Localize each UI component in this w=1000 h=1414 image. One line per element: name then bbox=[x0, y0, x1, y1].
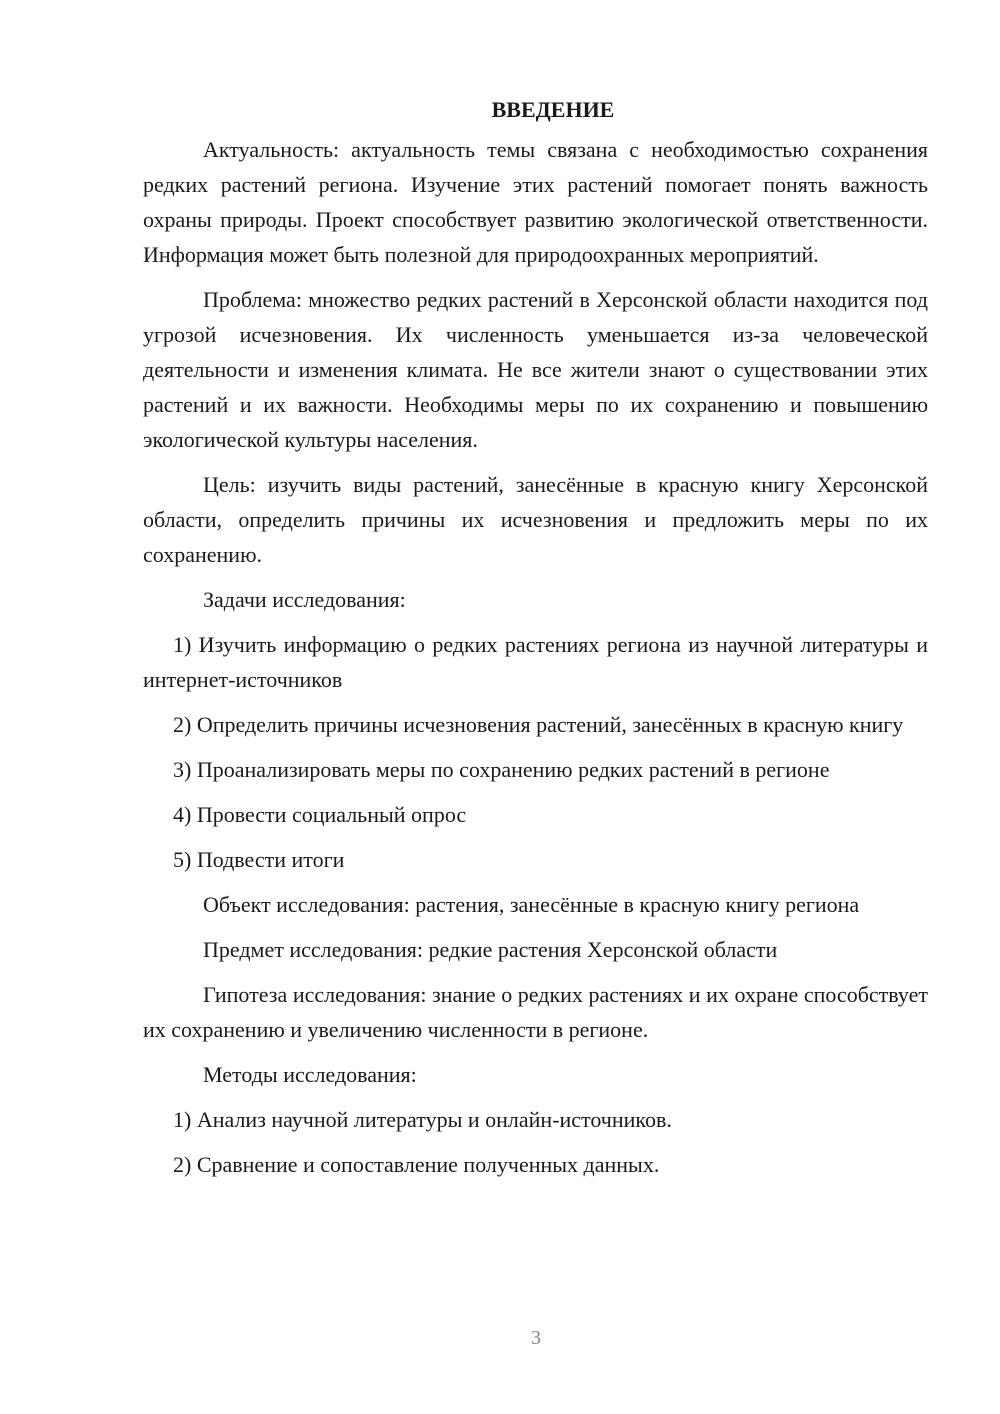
object-paragraph: Объект исследования: растения, занесённые в красную книгу региона bbox=[203, 892, 860, 917]
task-item-4: 4) Провести социальный опрос bbox=[173, 802, 467, 827]
relevance-paragraph: Актуальность: актуальность темы связана с необходимостью сохранения редких растений региона. Изучение этих растений помогает понять важность охраны природы. Проект способствует развитию экологической ответственности. Информация может быть полезной для природоохранных мероприятий. bbox=[143, 137, 928, 267]
page-title: ВВЕДЕНИЕ bbox=[491, 97, 615, 122]
page-content bbox=[143, 92, 928, 1192]
goal-paragraph: Цель: изучить виды растений, занесённые в красную книгу Херсонской области, определить причины их исчезновения и предложить меры по их сохранению. bbox=[143, 472, 928, 567]
hypothesis-paragraph: Гипотеза исследования: знание о редких растениях и их охране способствует их сохранению и увеличению численности в регионе. bbox=[143, 982, 928, 1042]
problem-paragraph: Проблема: множество редких растений в Херсонской области находится под угрозой исчезновения. Их численность уменьшается из-за человеческой деятельности и изменения климата. Не все жители знают о существовании этих растений и их важности. Необходимы меры по их сохранению и повышению экологической культуры населения. bbox=[143, 287, 928, 452]
task-item-5: 5) Подвести итоги bbox=[173, 847, 345, 872]
subject-paragraph: Предмет исследования: редкие растения Херсонской области bbox=[203, 937, 778, 962]
method-item-2: 2) Сравнение и сопоставление полученных данных. bbox=[173, 1152, 660, 1177]
page-number: 3 bbox=[531, 1327, 541, 1349]
task-item-3: 3) Проанализировать меры по сохранению редких растений в регионе bbox=[173, 757, 830, 782]
task-item-1: 1) Изучить информацию о редких растениях региона из научной литературы и интернет-источников bbox=[143, 632, 928, 692]
methods-heading: Методы исследования: bbox=[203, 1062, 417, 1087]
tasks-heading: Задачи исследования: bbox=[203, 587, 406, 612]
task-item-2: 2) Определить причины исчезновения растений, занесённых в красную книгу bbox=[173, 712, 904, 737]
method-item-1: 1) Анализ научной литературы и онлайн-источников. bbox=[173, 1107, 672, 1132]
